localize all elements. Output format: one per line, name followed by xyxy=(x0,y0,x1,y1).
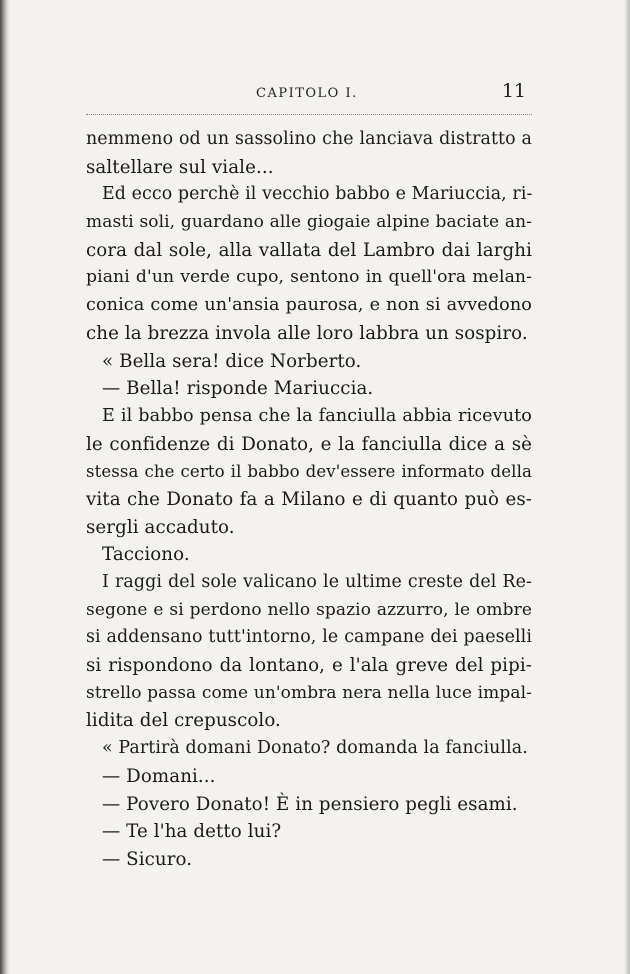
text-line: « Bella sera! dice Norberto. xyxy=(102,350,362,372)
text-line: — Te l'ha detto lui? xyxy=(102,821,282,843)
text-line: le confidenze di Donato, e la fanciulla dice a sè xyxy=(86,433,532,455)
text-line: E il babbo pensa che la fanciulla abbia ricevuto xyxy=(102,405,532,426)
text-line: conica come un'ansia paurosa, e non si avvedono xyxy=(86,295,532,316)
text-line: Tacciono. xyxy=(102,544,190,566)
text-line: — Sicuro. xyxy=(102,848,193,870)
header-rule xyxy=(86,114,532,115)
text-line: — Povero Donato! È in pensiero pegli esami. xyxy=(102,793,518,815)
running-head: CAPITOLO I. xyxy=(256,86,358,101)
text-line: masti soli, guardano alle giogaie alpine baciate an- xyxy=(86,212,532,233)
text-line: segone e si perdono nello spazio azzurro, le ombre xyxy=(86,599,532,620)
text-line: nemmeno od un sassolino che lanciava distratto a xyxy=(86,129,532,149)
text-line: — Domani... xyxy=(102,765,216,787)
body-text xyxy=(86,126,532,874)
text-line: si addensano tutt'intorno, le campane dei paeselli xyxy=(86,627,532,648)
text-line: vita che Donato fa a Milano e di quanto può es- xyxy=(86,488,532,510)
text-line: Ed ecco perchè il vecchio babbo e Mariuccia, ri- xyxy=(102,184,533,205)
page-outer-edge xyxy=(624,0,630,974)
page-header xyxy=(86,80,530,106)
page-binding-edge xyxy=(0,0,10,974)
text-line: sergli accaduto. xyxy=(86,516,235,538)
text-line: si rispondono da lontano, e l'ala greve del pipi- xyxy=(86,655,532,677)
text-line: — Bella! risponde Mariuccia. xyxy=(102,378,374,400)
text-line: stessa che certo il babbo dev'essere informato della xyxy=(86,462,532,482)
page-number: 11 xyxy=(501,80,526,102)
text-line: I raggi del sole valicano le ultime creste del Re- xyxy=(102,572,532,592)
text-line: piani d'un verde cupo, sentono in quell'ora melan- xyxy=(86,267,532,288)
text-line: lidita del crepuscolo. xyxy=(86,710,281,732)
text-line: strello passa come un'ombra nera nella luce impal- xyxy=(86,682,532,703)
text-line: che la brezza invola alle loro labbra un sospiro. xyxy=(86,322,528,344)
text-line: saltellare sul viale... xyxy=(86,156,274,178)
text-line: « Partirà domani Donato? domanda la fanciulla. xyxy=(102,738,528,759)
text-line: cora dal sole, alla vallata del Lambro dai larghi xyxy=(86,239,532,261)
